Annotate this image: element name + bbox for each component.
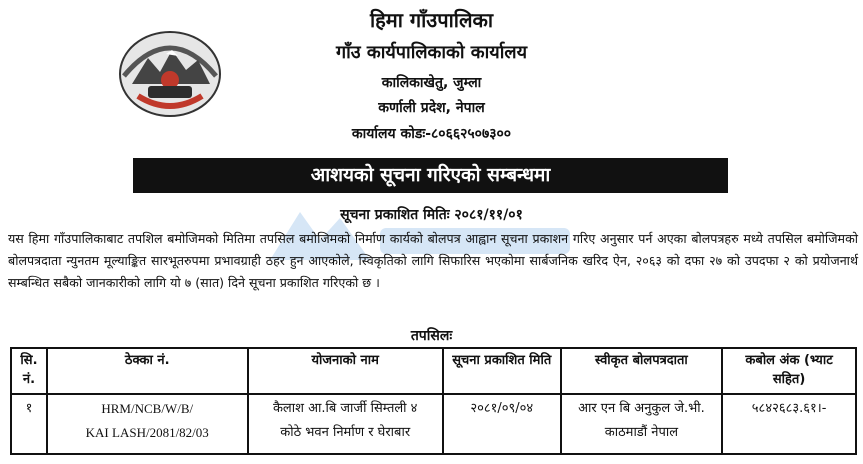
header-sn: सि. नं. [11,348,47,394]
published-date: सूचना प्रकाशित मितिः २०८१/११/०१ [340,207,523,223]
municipality-title: हिमा गाँउपालिका [369,8,494,32]
office-code: कार्यालय कोडः-८०६६२५०७३०० [351,126,512,142]
cell-bid-amount: ५८४२६८३.६१।- [722,394,856,454]
cell-project-name [248,394,443,454]
header-published-date: सूचना प्रकाशित मिति [443,348,561,394]
table-title: तपसिलः [410,328,453,344]
header-bid-amount: कबोल अंक (भ्याट सहित) [722,348,856,394]
office-address: कालिकाखेतु, जुम्ला [381,75,482,91]
province: कर्णाली प्रदेश, नेपाल [378,100,485,116]
bidder-line-1: आर एन बि अनुकुल जे.भी. [578,401,705,416]
header-approved-bidder: स्वीकृत बोलपत्रदाता [561,348,723,394]
contract-line-1: HRM/NCB/W/B/ [101,401,194,416]
table-row [11,394,856,454]
project-line-2: कोठे भवन निर्माण र घेराबार [280,425,411,440]
cell-sn: १ [11,394,47,454]
notice-paragraph: यस हिमा गाँउपालिकाबाट तपशिल बमोजिमको मितिमा तपसिल बमोजिमको निर्माण कार्यको बोलपत्र आह्वान सूचना प्रकाशन गरिए अनुसार पर्न अएका बोलपत्रहरु मध्ये तपसिल बमोजिमको बोलपत्रदाता न्युनतम मूल्याङ्कित सारभूतरुपमा प्रभावग्राही ठहर हुन आएकोले, स्विकृतिको लागि सिफारिस भएकोमा सार्बजनिक खरिद ऐन, २०६३ को दफा २७ को उपदफा २ को प्रयोजनार्थ सम्बन्धित सबैको जानकारीको लागि यो ७ (सात) दिने सूचना प्रकाशित गरिएको छ । [8,231,859,290]
bidder-line-2: काठमाडौं नेपाल [604,425,679,440]
office-title: गाँउ कार्यपालिकाको कार्यालय [335,42,528,63]
contract-line-2: KAI LASH/2081/82/03 [85,425,209,440]
project-line-1: कैलाश आ.बि जार्जी सिम्तली ४ [272,401,418,416]
bid-table [10,347,857,455]
notice-banner: आशयको सूचना गरिएको सम्बन्धमा [133,158,728,193]
header-project-name: योजनाको नाम [248,348,443,394]
table-header-row [11,348,856,394]
cell-approved-bidder [561,394,723,454]
cell-contract-no [47,394,248,454]
cell-published-date: २०८१/०९/०४ [443,394,561,454]
header-contract-no: ठेक्का नं. [47,348,248,394]
